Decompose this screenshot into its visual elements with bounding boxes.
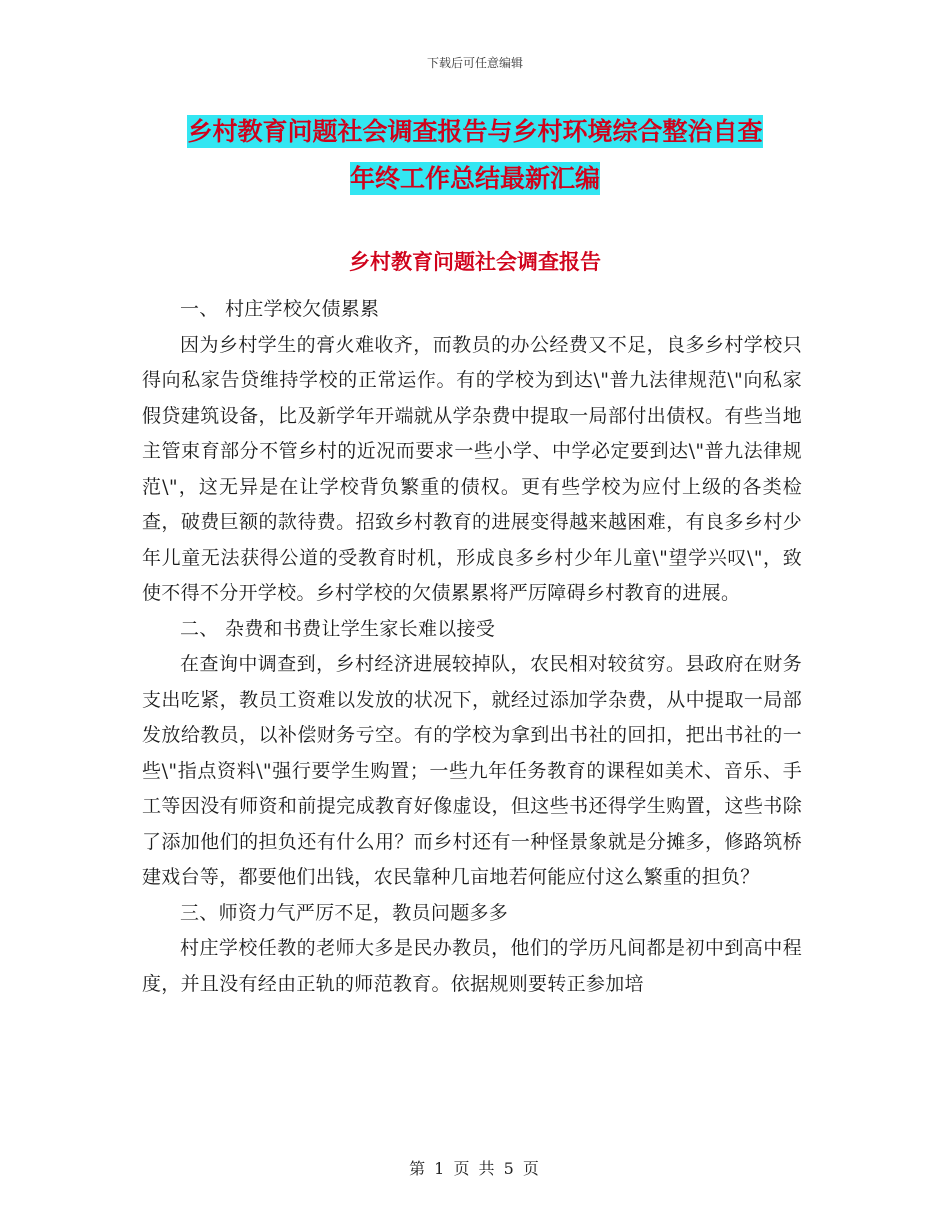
document-title-line-1: 乡村教育问题社会调查报告与乡村环境综合整治自查 (187, 117, 763, 146)
header-note: 下载后可任意编辑 (426, 56, 523, 70)
body-paragraph-3: 村庄学校任教的老师大多是民办教员，他们的学历凡间都是初中到高中程度，并且没有经由正轨的师范教育。依据规则要转正参加培 (142, 937, 802, 995)
body-paragraph-2: 在查询中调查到，乡村经济进展较掉队，农民相对较贫穷。县政府在财务支出吃紧，教员工资难以发放的状况下，就经过添加学杂费，从中提取一局部发放给教员，以补偿财务亏空。有的学校为拿到出书社的回扣，把出书社的一些\"指点资料\"强行要学生购置；一些九年任务教育的课程如美术、音乐、手工等因没有师资和前提完成教育好像虚设，但这些书还得学生购置，这些书除了添加他们的担负还有什么用？而乡村还有一种怪景象就是分摊多，修路筑桥建戏台等，都要他们出钱，农民靠种几亩地若何能应付这么繁重的担负？ (142, 653, 802, 888)
body-text (142, 292, 802, 1002)
heading-paragraph-3: 三、师资力气严厉不足，教员问题多多 (180, 901, 509, 924)
heading-paragraph-1: 一、 村庄学校欠债累累 (180, 298, 380, 320)
document-title (140, 108, 810, 202)
document-title-line-2: 年终工作总结最新汇编 (349, 164, 600, 193)
section-title: 乡村教育问题社会调查报告 (349, 250, 601, 274)
page-footer: 第 1 页 共 5 页 (409, 1159, 541, 1178)
body-paragraph-1: 因为乡村学生的膏火难收齐，而教员的办公经费又不足，良多乡村学校只得向私家告贷维持学校的正常运作。有的学校为到达\"普九法律规范\"向私家假贷建筑设备，比及新学年开端就从学杂费中提取一局部付出债权。有些当地主管束育部分不管乡村的近况而要求一些小学、中学必定要到达\"普九法律规范\"，这无异是在让学校背负繁重的债权。更有些学校为应付上级的各类检查，破费巨额的款待费。招致乡村教育的进展变得越来越困难，有良多乡村少年儿童无法获得公道的受教育时机，形成良多乡村少年儿童\"望学兴叹\"，致使不得不分开学校。乡村学校的欠债累累将严厉障碍乡村教育的进展。 (142, 333, 802, 604)
heading-paragraph-2: 二、 杂费和书费让学生家长难以接受 (180, 617, 496, 640)
